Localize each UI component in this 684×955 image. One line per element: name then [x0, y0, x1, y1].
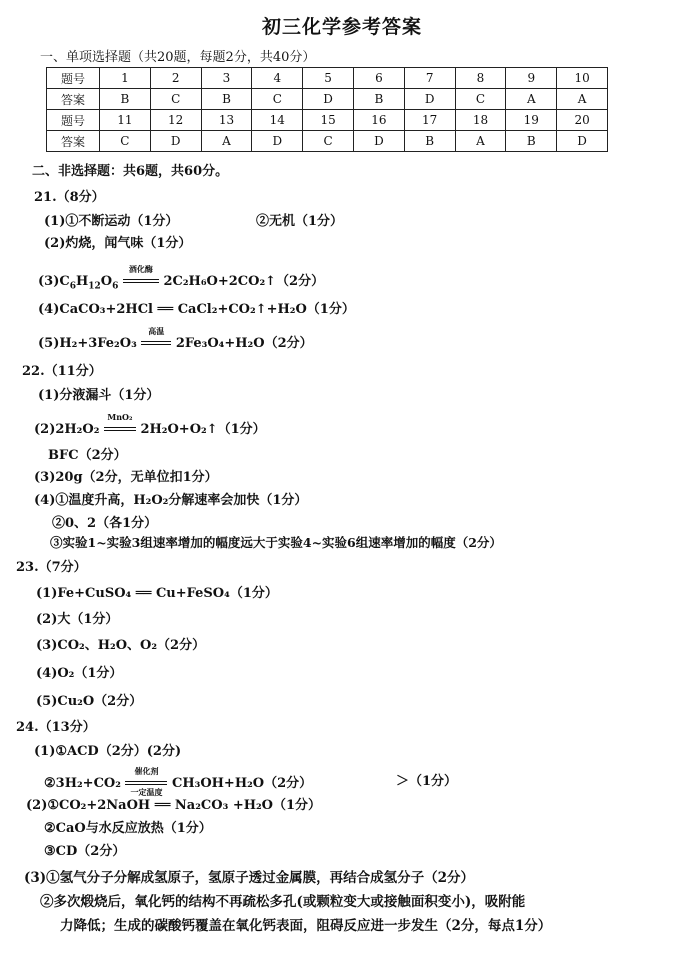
table-cell: 19: [506, 110, 557, 131]
q24-line8: 力降低；生成的碳酸钙覆盖在氧化钙表面，阻碍反应进一步发生（2分，每点1分）: [60, 918, 552, 934]
table-row: [47, 68, 608, 89]
q24-line7: ②多次煅烧后，氧化钙的结构不再疏松多孔(或颗粒变大或接触面积变小)，吸附能: [40, 894, 526, 910]
table-cell: B: [353, 89, 404, 110]
q21-line3: $(3)C_6H_{12}O_6$ 酒化酶 2C₂H₆O+2CO₂↑（2分）: [38, 264, 325, 292]
table-cell: 4: [252, 68, 303, 89]
q24-line2-tail: ＞（1分）: [396, 774, 458, 789]
q22-line4: (3)20g（2分，无单位扣1分）: [34, 470, 218, 485]
table-cell: A: [506, 89, 557, 110]
q23-line5: (5)Cu₂O（2分）: [36, 694, 143, 709]
table-cell: 20: [557, 110, 608, 131]
table-cell: 11: [100, 110, 151, 131]
table-cell: B: [506, 131, 557, 152]
table-cell: C: [455, 89, 506, 110]
q22-line1: (1)分液漏斗（1分）: [38, 388, 160, 403]
table-cell: D: [404, 89, 455, 110]
q24-heading: 24.（13分）: [16, 720, 96, 735]
reaction-condition: [123, 264, 159, 289]
equation-part: (5)H₂+3Fe₂O₃: [38, 336, 137, 351]
table-row: [47, 131, 608, 152]
q24-line2: [44, 766, 313, 797]
q23-line2: (2)大（1分）: [36, 612, 119, 627]
q21-line1a: (1)①不断运动（1分）: [44, 214, 179, 229]
table-cell: 18: [455, 110, 506, 131]
q24-line5: ③CD（2分）: [44, 844, 126, 859]
table-cell: 8: [455, 68, 506, 89]
equation-part: CH₃OH+H₂O（2分）: [172, 776, 313, 791]
q22-line7: ③实验1~实验3组速率增加的幅度远大于实验4~实验6组速率增加的幅度（2分）: [50, 535, 502, 550]
row-label: 题号: [47, 68, 100, 89]
q21-heading: 21.（8分）: [34, 190, 105, 205]
equation-part: (3)C: [38, 274, 70, 289]
table-cell: B: [100, 89, 151, 110]
table-cell: D: [150, 131, 201, 152]
reaction-condition: [104, 412, 136, 437]
table-cell: 9: [506, 68, 557, 89]
table-cell: C: [150, 89, 201, 110]
equation-part: (2)2H₂O₂: [34, 422, 100, 437]
table-cell: D: [303, 89, 354, 110]
section2-heading: 二、非选择题：共6题，共60分。: [32, 164, 229, 179]
reaction-condition: [141, 326, 171, 351]
q24-line3: (2)①CO₂+2NaOH ══ Na₂CO₃ +H₂O（1分）: [26, 798, 322, 813]
table-cell: A: [455, 131, 506, 152]
table-cell: 3: [201, 68, 252, 89]
q24-line4: ②CaO与水反应放热（1分）: [44, 821, 212, 836]
condition-label: MnO₂: [107, 412, 133, 422]
table-cell: B: [404, 131, 455, 152]
condition-label: 催化剂: [134, 766, 159, 776]
table-cell: 17: [404, 110, 455, 131]
table-cell: 13: [201, 110, 252, 131]
q22-line6: ②0、2（各1分）: [52, 516, 158, 531]
table-cell: D: [353, 131, 404, 152]
q22-line2: [34, 412, 266, 437]
condition-label: 一定温度: [130, 787, 163, 797]
row-label: 题号: [47, 110, 100, 131]
q23-line4: (4)O₂（1分）: [36, 666, 123, 681]
table-cell: D: [557, 131, 608, 152]
row-label: 答案: [47, 89, 100, 110]
page-title: 初三化学参考答案: [261, 16, 422, 38]
q24-line6: (3)①氢气分子分解成氢原子，氢原子透过金属膜，再结合成氢分子（2分）: [24, 870, 475, 886]
answer-table: [46, 67, 608, 152]
q22-heading: 22.（11分）: [22, 364, 102, 379]
condition-label: 酒化酶: [128, 264, 153, 274]
equation-part: ②3H₂+CO₂: [44, 776, 121, 791]
q22-line5: (4)①温度升高，H₂O₂分解速率会加快（1分）: [34, 493, 308, 508]
table-cell: 15: [303, 110, 354, 131]
reaction-condition: [125, 766, 167, 797]
condition-label: 高温: [148, 326, 165, 336]
table-cell: C: [252, 89, 303, 110]
table-cell: C: [303, 131, 354, 152]
table-cell: 14: [252, 110, 303, 131]
equation-part: 2Fe₃O₄+H₂O（2分）: [175, 336, 313, 351]
table-cell: A: [557, 89, 608, 110]
q23-line1: (1)Fe+CuSO₄ ══ Cu+FeSO₄（1分）: [36, 586, 278, 601]
table-cell: 16: [353, 110, 404, 131]
table-cell: C: [100, 131, 151, 152]
q21-line1b: ②无机（1分）: [256, 214, 344, 229]
q21-line4: (4)CaCO₃+2HCl ══ CaCl₂+CO₂↑+H₂O（1分）: [38, 302, 355, 317]
table-cell: 12: [150, 110, 201, 131]
equation-part: 2C₂H₆O+2CO₂↑（2分）: [163, 274, 325, 289]
q21-line2: (2)灼烧，闻气味（1分）: [44, 236, 192, 251]
table-cell: 2: [150, 68, 201, 89]
q22-line3: BFC（2分）: [48, 448, 127, 463]
table-cell: 6: [353, 68, 404, 89]
table-cell: A: [201, 131, 252, 152]
q24-line1: (1)①ACD（2分）(2分): [34, 744, 182, 759]
row-label: 答案: [47, 131, 100, 152]
q23-heading: 23.（7分）: [16, 560, 87, 575]
table-cell: 7: [404, 68, 455, 89]
table-row: [47, 110, 608, 131]
q21-line5: [38, 326, 313, 351]
table-cell: 5: [303, 68, 354, 89]
table-cell: D: [252, 131, 303, 152]
table-row: [47, 89, 608, 110]
q23-line3: (3)CO₂、H₂O、O₂（2分）: [36, 638, 206, 653]
section1-heading: 一、单项选择题（共20题，每题2分，共40分）: [40, 50, 316, 65]
equation-part: 2H₂O+O₂↑（1分）: [140, 422, 266, 437]
table-cell: 10: [557, 68, 608, 89]
table-cell: B: [201, 89, 252, 110]
table-cell: 1: [100, 68, 151, 89]
